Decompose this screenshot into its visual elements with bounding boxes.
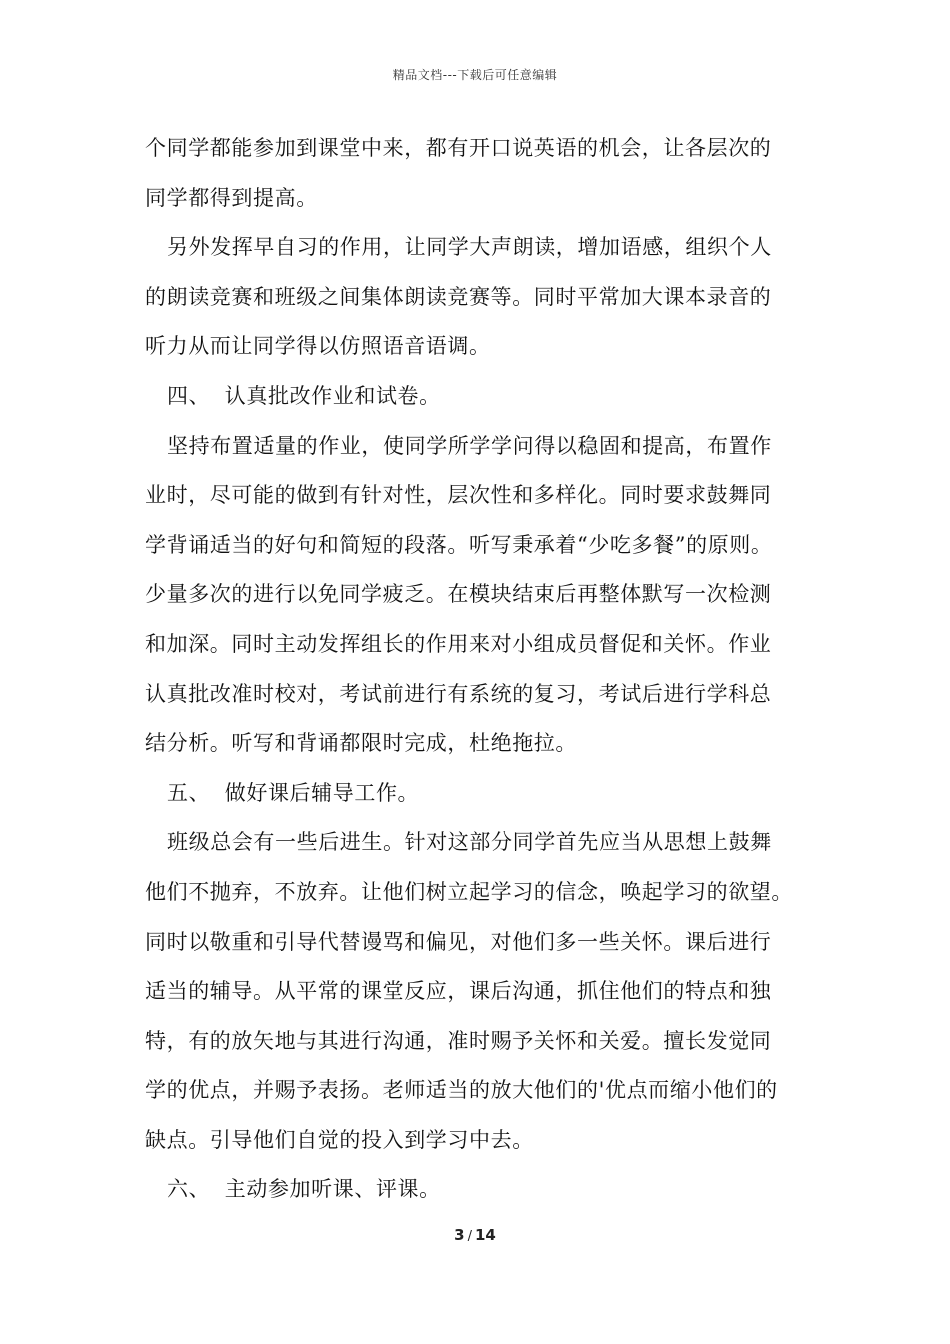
body-line: 少量多次的进行以免同学疲乏。在模块结束后再整体默写一次检测 — [145, 582, 772, 607]
body-line: 他们不抛弃，不放弃。让他们树立起学习的信念，唤起学习的欲望。 — [145, 879, 793, 904]
paragraph-start-line: 班级总会有一些后进生。针对这部分同学首先应当从思想上鼓舞 — [167, 830, 772, 855]
document-body — [145, 124, 815, 1215]
page-header: 精品文档---下载后可任意编辑 — [392, 68, 558, 82]
section-heading-4: 四、 认真批改作业和试卷。 — [167, 383, 441, 408]
body-line: 同学都得到提高。 — [145, 185, 318, 210]
body-line: 特，有的放矢地与其进行沟通，准时赐予关怀和关爱。擅长发觉同 — [145, 1028, 772, 1053]
total-pages: 14 — [474, 1226, 496, 1244]
body-line: 缺点。引导他们自觉的投入到学习中去。 — [145, 1127, 534, 1152]
body-line: 和加深。同时主动发挥组长的作用来对小组成员督促和关怀。作业 — [145, 631, 772, 656]
body-line: 认真批改准时校对，考试前进行有系统的复习，考试后进行学科总 — [145, 681, 772, 706]
body-line: 业时，尽可能的做到有针对性，层次性和多样化。同时要求鼓舞同 — [145, 483, 772, 508]
body-line: 听力从而让同学得以仿照语音语调。 — [145, 334, 491, 359]
section-heading-5: 五、 做好课后辅导工作。 — [167, 780, 420, 805]
body-line: 同时以敬重和引导代替谩骂和偏见，对他们多一些关怀。课后进行 — [145, 929, 772, 954]
page-separator: / — [467, 1229, 472, 1244]
body-line: 适当的辅导。从平常的课堂反应，课后沟通，抓住他们的特点和独 — [145, 979, 772, 1004]
body-line: 的朗读竞赛和班级之间集体朗读竞赛等。同时平常加大课本录音的 — [145, 284, 772, 309]
body-line: 结分析。听写和背诵都限时完成，杜绝拖拉。 — [145, 731, 577, 756]
paragraph-start-line: 坚持布置适量的作业，使同学所学学问得以稳固和提高，布置作 — [167, 433, 772, 458]
body-line: 学的优点，并赐予表扬。老师适当的放大他们的'优点而缩小他们的 — [145, 1078, 778, 1103]
paragraph-start-line: 另外发挥早自习的作用，让同学大声朗读，增加语感，组织个人 — [167, 235, 772, 260]
section-heading-6: 六、 主动参加听课、评课。 — [167, 1177, 441, 1202]
current-page: 3 — [454, 1226, 465, 1244]
body-line: 个同学都能参加到课堂中来，都有开口说英语的机会，让各层次的 — [145, 136, 772, 160]
body-line: 学背诵适当的好句和简短的段落。听写秉承着“少吃多餐”的原则。 — [145, 532, 773, 557]
page-number — [0, 1226, 950, 1244]
